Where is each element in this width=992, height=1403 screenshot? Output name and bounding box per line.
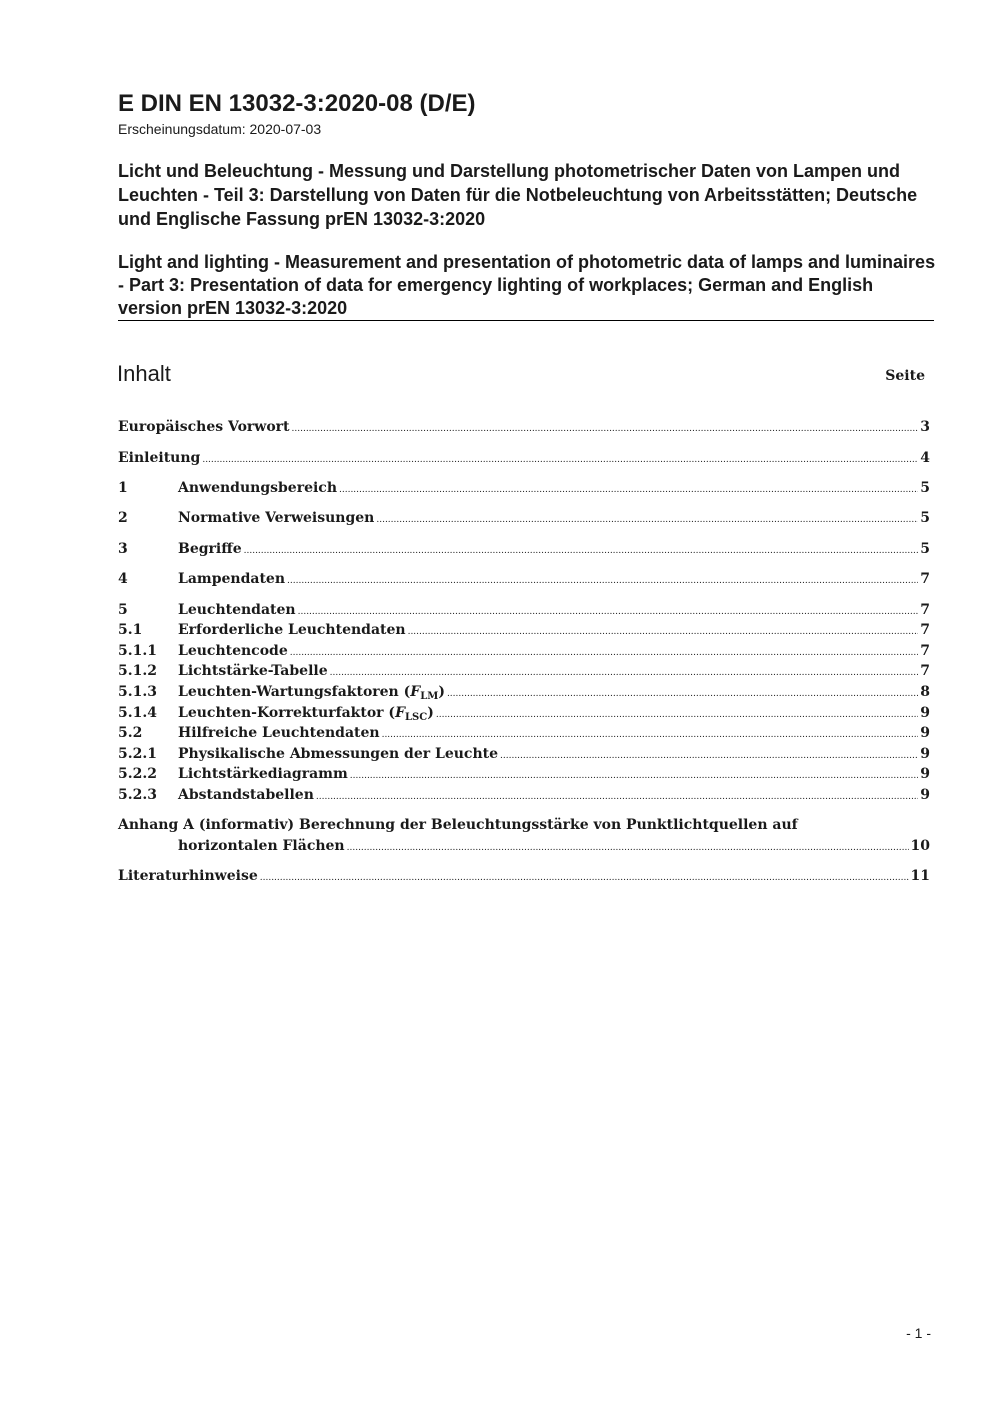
toc-entry-introduction[interactable] (118, 448, 930, 468)
toc-entry-label: Physikalische Abmessungen der Leuchte (178, 746, 499, 762)
page-number: - 1 - (906, 1325, 931, 1341)
title-divider (118, 320, 934, 321)
toc-leader-dots (447, 682, 918, 704)
toc-entry-label: Leuchtendaten (178, 602, 296, 618)
toc-entry-page: 8 (920, 684, 930, 700)
toc-entry-number: 5.1 (118, 622, 143, 638)
toc-leader-dots (376, 508, 918, 530)
toc-entry-annex-a-continued[interactable] (118, 836, 930, 856)
toc-entry-number: 1 (118, 480, 128, 496)
toc-entry-label: Lichtstärkediagramm (178, 766, 348, 782)
toc-entry-5-1[interactable] (118, 620, 930, 640)
toc-entry-page: 9 (920, 787, 930, 803)
toc-entry-page: 5 (920, 510, 930, 526)
toc-entry-5-2[interactable] (118, 723, 930, 743)
toc-leader-dots (350, 764, 918, 786)
toc-entry-label: Einleitung (118, 450, 201, 466)
toc-entry-label: Lichtstärke-Tabelle (178, 663, 328, 679)
toc-entry-number: 4 (118, 571, 128, 587)
toc-entry-page: 9 (920, 725, 930, 741)
toc-entry-number: 5.2.2 (118, 766, 157, 782)
toc-leader-dots (290, 641, 919, 663)
toc-label-end: ) (438, 684, 445, 700)
toc-entry-label: Erforderliche Leuchtendaten (178, 622, 406, 638)
toc-entry-number: 5.2.3 (118, 787, 157, 803)
toc-label-end: ) (427, 705, 434, 721)
toc-leader-dots (316, 785, 918, 807)
toc-leader-dots (347, 836, 909, 858)
toc-entry-page: 10 (910, 838, 930, 854)
toc-label-text: Leuchten-Wartungsfaktoren ( (178, 684, 411, 700)
formula-symbol: F (410, 684, 421, 700)
toc-leader-dots (339, 478, 918, 500)
toc-entry-4[interactable] (118, 569, 930, 589)
toc-entry-number: 3 (118, 541, 128, 557)
toc-entry-5-2-3[interactable] (118, 785, 930, 805)
toc-entry-5-1-1[interactable] (118, 641, 930, 661)
toc-leader-dots (382, 723, 919, 745)
toc-entry-5-2-1[interactable] (118, 744, 930, 764)
toc-leader-dots (436, 703, 918, 725)
toc-leader-dots (292, 417, 919, 439)
toc-entry-number: 5.1.3 (118, 684, 157, 700)
toc-entry-number: 5 (118, 602, 128, 618)
toc-entry-label: Europäisches Vorwort (118, 419, 290, 435)
toc-entry-number: 5.1.4 (118, 705, 157, 721)
toc-entry-label: Begriffe (178, 541, 242, 557)
toc-entry-1[interactable] (118, 478, 930, 498)
toc-leader-dots (202, 448, 918, 470)
toc-entry-5-1-3[interactable] (118, 682, 930, 702)
toc-entry-label: Abstandstabellen (178, 787, 314, 803)
toc-entry-number: 5.2.1 (118, 746, 157, 762)
toc-entry-foreword[interactable] (118, 417, 930, 437)
toc-leader-dots (260, 866, 909, 888)
formula-subscript: LSC (405, 712, 428, 723)
toc-entry-5-2-2[interactable] (118, 764, 930, 784)
toc-entry-page: 3 (920, 419, 930, 435)
toc-entry-5-1-2[interactable] (118, 661, 930, 681)
toc-entry-page: 7 (920, 602, 930, 618)
toc-entry-label: Leuchtencode (178, 643, 288, 659)
title-german: Licht und Beleuchtung - Messung und Darstellung photometrischer Daten von Lampen und Leuchten - Teil 3: Darstellung von Daten für die Notbeleuchtung von Arbeitsstätten; Deutsche und Englische Fassung prEN 13032-3:2020 (118, 161, 918, 229)
toc-entry-page: 9 (920, 766, 930, 782)
toc-leader-dots (298, 600, 919, 622)
toc-page-column-label: Seite (885, 368, 925, 384)
toc-entry-bibliography[interactable] (118, 866, 930, 886)
formula-symbol: F (395, 705, 406, 721)
toc-entry-5[interactable] (118, 600, 930, 620)
toc-heading: Inhalt (117, 361, 171, 386)
toc-entry-number: 5.1.1 (118, 643, 157, 659)
toc-entry-page: 7 (920, 643, 930, 659)
toc-leader-dots (408, 620, 919, 642)
toc-entry-label: horizontalen Flächen (178, 838, 345, 854)
document-id: E DIN EN 13032-3:2020-08 (D/E) (118, 90, 476, 117)
toc-entry-3[interactable] (118, 539, 930, 559)
toc-entry-page: 9 (920, 746, 930, 762)
toc-label-text: Leuchten-Korrekturfaktor ( (178, 705, 396, 721)
toc-entry-label: Literaturhinweise (118, 868, 258, 884)
title-english: Light and lighting - Measurement and presentation of photometric data of lamps and luminaires - Part 3: Presentation of data for emergency lighting of workplaces; German and English version prEN 13032-3:2020 (118, 252, 936, 318)
toc-entry-page: 5 (920, 541, 930, 557)
toc-entry-label: Anwendungsbereich (178, 480, 337, 496)
toc-entry-page: 11 (910, 868, 930, 884)
toc-entry-label: Hilfreiche Leuchtendaten (178, 725, 380, 741)
formula-subscript: LM (420, 691, 439, 702)
toc-entry-page: 4 (920, 450, 930, 466)
toc-entry-5-1-4[interactable] (118, 703, 930, 723)
toc-entry-label: Normative Verweisungen (178, 510, 375, 526)
toc-leader-dots (287, 569, 918, 591)
toc-entry-page: 7 (920, 663, 930, 679)
toc-entry-number: 2 (118, 510, 128, 526)
toc-leader-dots (500, 744, 918, 766)
toc-leader-dots (244, 539, 919, 561)
toc-entry-number: 5.1.2 (118, 663, 157, 679)
toc-entry-page: 5 (920, 480, 930, 496)
toc-entry-page: 7 (920, 622, 930, 638)
toc-entry-number: 5.2 (118, 725, 143, 741)
toc-entry-page: 9 (920, 705, 930, 721)
publication-date: Erscheinungsdatum: 2020-07-03 (118, 121, 322, 137)
toc-entry-page: 7 (920, 571, 930, 587)
toc-leader-dots (330, 661, 919, 683)
toc-entry-2[interactable] (118, 508, 930, 528)
toc-entry-annex-a[interactable]: Anhang A (informativ) Berechnung der Beleuchtungsstärke von Punktlichtquellen auf (118, 817, 798, 833)
toc-entry-label: Lampendaten (178, 571, 286, 587)
